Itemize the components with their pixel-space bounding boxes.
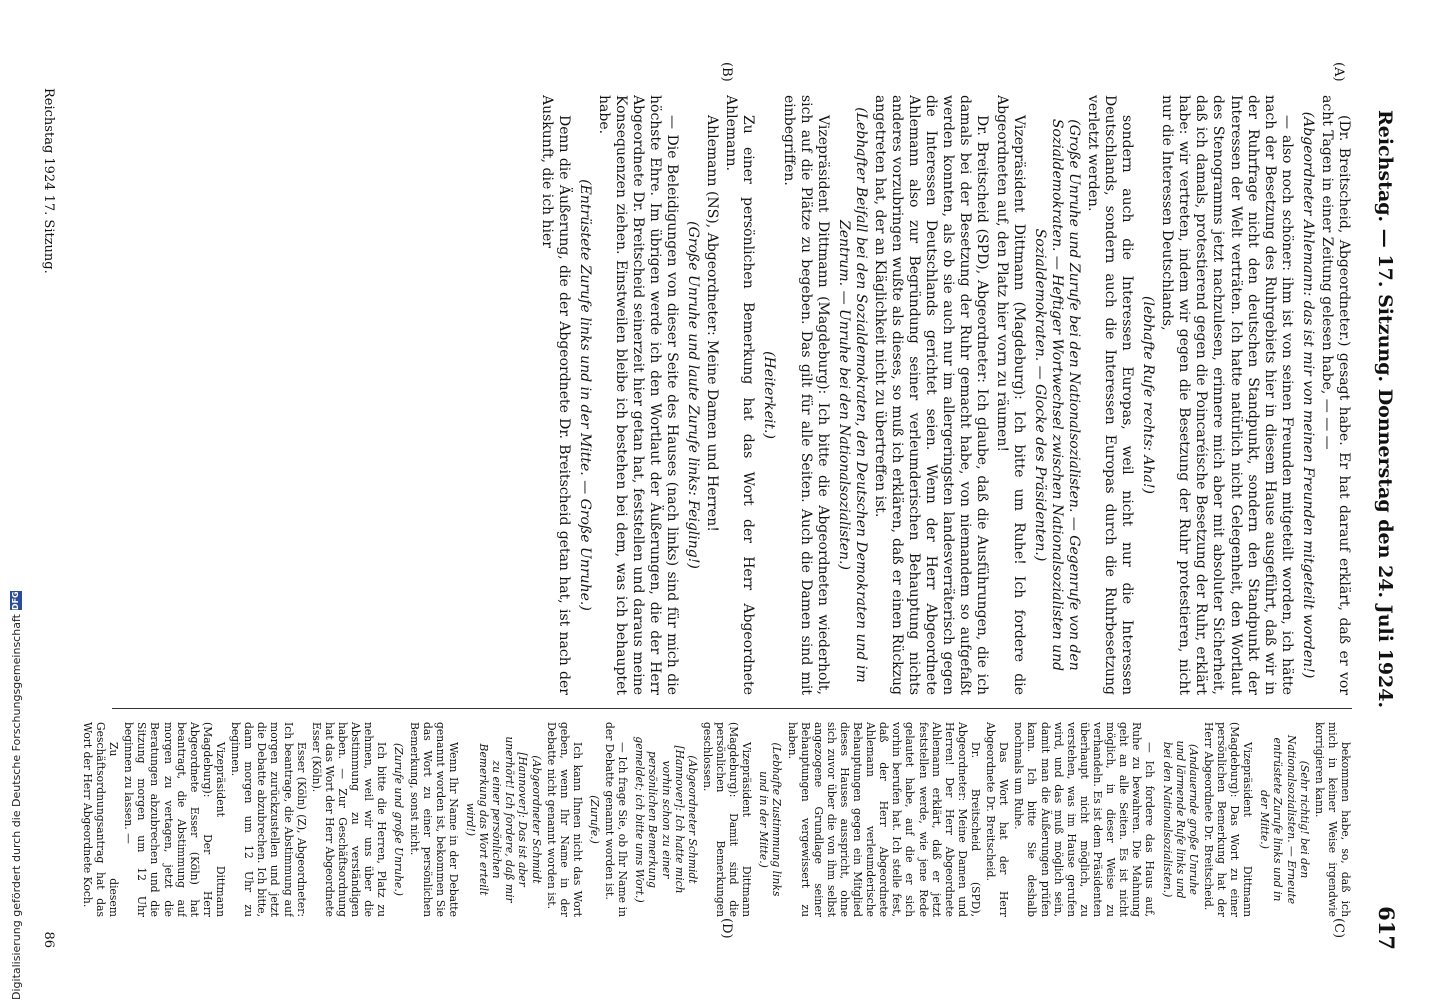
stage-direction: (Große Unruhe und Zurufe bei den Nationalsozialisten. — Gegenrufe von den Sozialdemokraten. — Heftiger Wortwechsel zwischen Nationalsozialisten und Sozialdemokraten. — Glocke des Präsidenten.) — [1031, 118, 1082, 672]
stage-direction: (Abgeordneter Schmidt [Hannover]: Ich hatte mich vorhin schon zu einer persönlichen Bemerkung gemeldet; ich bitte ums Wort.) — [633, 736, 699, 903]
margin-letter-c: (C) — [1331, 918, 1346, 939]
stage-direction: (Entrüstete Zurufe links und in der Mitte. — Große Unruhe.) — [576, 179, 593, 611]
paragraph: — also noch schöner: ihm ist von seinen Freunden mitgeteilt worden, ich hätte nach der Besetzung des Ruhrgebiets hier in diesem Hause ausgeführt, daß wir in der Ruhrfrage nicht den deutschen Standpunkt, sondern den Standpunkt der Interessen der Welt verträten. Ich hatte natürlich nicht Gelegenheit, den Wortlaut des Stenogramms jetzt nachzulesen, erinnere mich aber mit absoluter Sicherheit, daß ich damals, protestierend gegen die Poincaréische Besetzung der Ruhr, erklärt habe: wir vertreten, indem wir gegen die Besetzung der Ruhr protestieren, nicht nur die Interessen Deutschlands, — [1159, 95, 1295, 695]
stage-direction: (Abgeordneter Schmidt [Hannover]: Das ist aber unerhört! Ich fordere, daß mir zu einer persönlichen Bemerkung das Wort erteilt wird!) — [464, 736, 543, 903]
paragraph: Vizepräsident Dittmann (Magdeburg): Ich bitte um Ruhe! Ich fordere die Abgeordneten auf, den Platz hier vorn zu räumen! — [993, 95, 1027, 695]
page-footer — [34, 88, 56, 948]
paragraph: bekommen habe, so, daß ich mich in keiner Weise irgendwie korrigieren kann. — [1312, 722, 1352, 917]
paragraph: Ich kann Ihnen nicht das Wort geben, wenn Ihr Name in der Debatte nicht genannt worden ist. — [544, 722, 584, 917]
paragraph: — Ich frage Sie, ob Ihr Name in der Debatte genannt worden ist. — [603, 722, 630, 917]
header-title: Reichstag. — 17. Sitzung. Donnerstag den 24. Juli 1924. — [1374, 110, 1396, 709]
stage-direction: (Lebhafte Zustimmung links und in der Mitte.) — [757, 742, 784, 897]
paragraph: Ich bitte die Herren, Platz zu nehmen, weil wir uns über die Abstimmung zu verständigen haben. — Zur Geschäftsordnung hat das Wort der Herr Abgeordnete Esser (Köln). — [309, 722, 389, 917]
paragraph: Vizepräsident Dittmann (Magdeburg): Das Wort zu einer persönlichen Bemerkung hat der Herr Abgeordnete Dr. Breitscheid. — [1201, 722, 1255, 917]
margin-letter-b: (B) — [719, 62, 734, 82]
page-header — [1369, 110, 1399, 950]
stage-direction: (Heiterkeit.) — [761, 351, 778, 439]
paragraph: Ahlemann (NS), Abgeordneter: Meine Damen und Herren! — [704, 115, 721, 532]
paragraph: Vizepräsident Dittmann (Magdeburg): Ich bitte die Abgeordneten wiederholt, sich auf die Plätze zu begeben. Das gilt für alle Seiten. Auch die Damen sind mit einbegriffen. — [780, 95, 831, 695]
footer-left: Reichstag 1924 17. Sitzung. — [41, 88, 56, 274]
paragraph: Wenn Ihr Name in der Debatte genannt worden ist, bekommen Sie das Wort zu einer persönlichen Bemerkung, sonst nicht. — [407, 722, 460, 917]
paragraph: Vizepräsident Dittmann (Magdeburg): Damit sind die persönlichen Bemerkungen geschlossen. — [700, 722, 754, 917]
paragraph: Das Wort hat der Herr Abgeordnete Dr. Breitscheid. — [984, 722, 1011, 917]
credit-text: Digitalisierung gefördert durch die Deutsche Forschungsgemeinschaft — [9, 614, 23, 1000]
paragraph: Esser (Köln) (Z), Abgeordneter: Ich beantrage, die Abstimmung auf morgen zurückzustellen und jetzt die Debatte abzubrechen. Ich bitte, dann morgen um 12 Uhr zu beginnen. — [229, 722, 308, 917]
paragraph: Dr. Breitscheid (SPD), Abgeordneter: Meine Damen und Herren! Der Herr Abgeordnete Ahlemann erklärt, daß er jetzt feststellen werde, wie jene Rede gelautet habe, auf die er sich vorhin berufen hat. Ich stelle fest, daß der Herr Abgeordnete Ahlemann verleumderische Behauptungen gegen ein Mitglied dieses Hauses ausspricht, ohne sich zuvor über die von ihm selbst angezogene Grundlage seiner Behauptungen vergewissert zu haben. — [785, 722, 983, 917]
paragraph: (Dr. Breitscheid, Abgeordneter.) gesagt habe. Er hat darauf erklärt, daß er vor acht Tagen in einer Zeitung gelesen habe, — — — — [1318, 95, 1352, 695]
stage-direction: (Große Unruhe und laute Zurufe links: Feigling!) — [685, 221, 702, 569]
stage-direction: (Lebhafter Beifall bei den Sozialdemokraten, den Deutschen Demokraten und im Zentrum. — Unruhe bei den Nationalsozialisten.) — [835, 107, 869, 683]
paragraph: sondern auch die Interessen Europas, weil nicht nur die Interessen Deutschlands, sondern auch die Interessen Europas durch die Ruhrbesetzung verletzt werden. — [1084, 95, 1136, 695]
column-divider — [112, 708, 1352, 709]
paragraph: Dr. Breitscheid (SPD), Abgeordneter: Ich glaube, daß die Ausführungen, die ich damals bei der Besetzung der Ruhr gemacht habe, von niemandem so aufgefaßt werden konnten, als ob sie auch nur im allergeringsten landesverräterisch gegen die Interessen Deutschlands gerichtet seien. Wenn der Herr Abgeordnete Ahlemann also zur Begründung seiner verleumderischen Behauptung nichts anderes vorzubringen wußte als dieses, so muß ich erklären, daß er einen Rückzug angetreten hat, der an Kläglichkeit nicht zu übertreffen ist. — [871, 95, 991, 695]
stage-direction: (lebhafte Rufe rechts: Aha!) — [1140, 296, 1157, 494]
paragraph: Vizepräsident Dittmann (Magdeburg): Der Herr Abgeordnete Esser (Köln) hat beantragt, die Abstimmung auf morgen zu vertagen, jetzt die Beratungen abzubrechen und die Sitzung morgen um 12 Uhr beginnen zu lassen. — — [122, 722, 228, 917]
left-text-column — [72, 95, 1352, 695]
digitization-credit — [6, 591, 26, 1000]
stage-direction: (Sehr richtig! bei den Nationalsozialisten. — Erneute entrüstete Zurufe links und in der Mitte.) — [1258, 734, 1311, 905]
paragraph: Denn die Äußerung, die der Abgeordnete Dr. Breitscheid getan hat, ist nach der Auskunft, die ich hier — [538, 95, 572, 695]
right-text-column — [72, 722, 1352, 917]
footer-page-number: 86 — [41, 931, 56, 948]
stage-direction: (Zurufe und große Unruhe.) — [392, 743, 406, 896]
margin-letter-d: (D) — [719, 918, 734, 939]
margin-letter-a: (A) — [1331, 62, 1346, 82]
paragraph: — Die Beleidigungen von dieser Seite des Hauses (nach links) sind für mich die höchste Ehre. Im übrigen werde ich den Wortlaut der Äußerungen, die der Herr Abgeordnete Dr. Breitscheid seinerzeit hier getan hat, feststellen und daraus meine Konsequenzen ziehen. Einstweilen bleibe ich bestehen bei dem, was ich behauptet habe. — [595, 95, 681, 695]
stage-direction: (Zurufe.) — [587, 795, 601, 844]
stage-direction: (Andauernde große Unruhe und lärmende Rufe links und bei den Nationalsozialisten.) — [1160, 740, 1200, 899]
paragraph: — Ich fordere das Haus auf, Ruhe zu bewahren. Die Mahnung geht an alle Seiten. Es ist nicht möglich, in dieser Weise zu verhandeln. Es ist dem Präsidenten überhaupt nicht möglich, zu verstehen, was im Hause gerufen wird, und das muß möglich sein, damit man die Äußerungen prüfen kann. Ich bitte Sie deshalb nochmals um Ruhe. — [1012, 722, 1157, 917]
dfg-logo-icon: DFG — [11, 591, 20, 611]
paragraph: Zu einer persönlichen Bemerkung hat das Wort der Herr Abgeordnete Ahlemann. — [723, 95, 757, 695]
page-number: 617 — [1374, 906, 1399, 950]
stage-direction: (Abgeordneter Ahlemann: das ist mir von meinen Freunden mitgeteilt worden!) — [1299, 111, 1316, 679]
paragraph: Zu diesem Geschäftsordnungsantrag hat das Wort der Herr Abgeordnete Koch. — [80, 722, 121, 917]
